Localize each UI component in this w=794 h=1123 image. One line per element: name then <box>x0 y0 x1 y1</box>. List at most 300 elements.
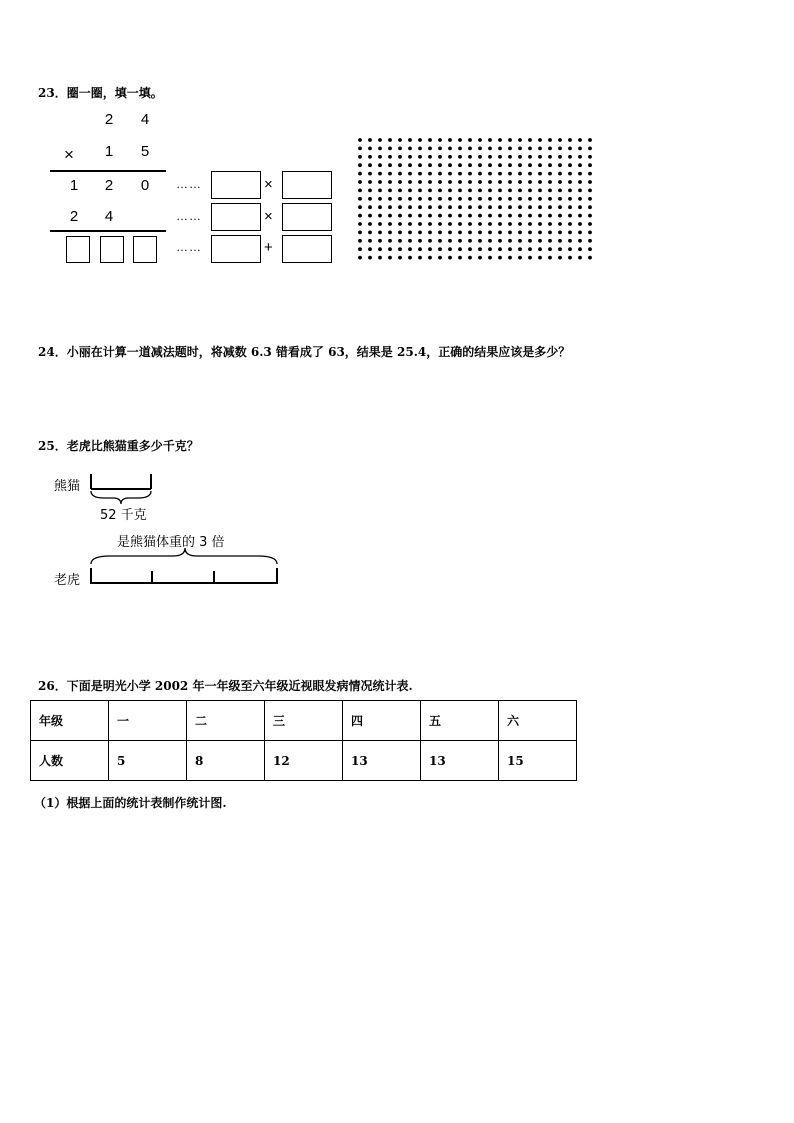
dot <box>558 155 562 159</box>
table-cell: 三 <box>265 701 343 741</box>
dot <box>578 180 582 184</box>
dot <box>428 205 432 209</box>
dot <box>488 147 492 151</box>
stats-table <box>30 700 577 781</box>
dot <box>588 147 592 151</box>
table-cell: 四 <box>343 701 421 741</box>
dot <box>518 247 522 251</box>
dot <box>488 247 492 251</box>
dot <box>408 138 412 142</box>
dot <box>418 231 422 235</box>
tiger-note: 是熊猫体重的 3 倍 <box>117 535 225 550</box>
dot <box>368 163 372 167</box>
dot <box>578 197 582 201</box>
dot <box>358 197 362 201</box>
dot <box>498 180 502 184</box>
dot <box>388 205 392 209</box>
dot <box>428 138 432 142</box>
dot <box>368 180 372 184</box>
dot <box>468 214 472 218</box>
dot <box>558 180 562 184</box>
dot <box>388 155 392 159</box>
dot <box>368 197 372 201</box>
dot <box>548 147 552 151</box>
dot <box>518 239 522 243</box>
dot <box>538 222 542 226</box>
dot <box>508 189 512 193</box>
dot <box>398 197 402 201</box>
dot <box>378 163 382 167</box>
dot <box>468 172 472 176</box>
dot <box>378 231 382 235</box>
dot <box>508 231 512 235</box>
dot <box>408 222 412 226</box>
dot <box>398 163 402 167</box>
dot <box>558 247 562 251</box>
dot <box>458 247 462 251</box>
dot <box>538 189 542 193</box>
dot <box>558 172 562 176</box>
dot <box>428 214 432 218</box>
dot <box>378 214 382 218</box>
dot <box>468 256 472 260</box>
dot <box>438 197 442 201</box>
dot <box>578 247 582 251</box>
dot <box>368 147 372 151</box>
dot <box>578 239 582 243</box>
dot <box>408 197 412 201</box>
dot <box>468 163 472 167</box>
rule-line <box>50 170 166 172</box>
dot <box>428 155 432 159</box>
dot <box>498 197 502 201</box>
digit: 4 <box>104 208 114 225</box>
dot <box>428 231 432 235</box>
dot <box>568 147 572 151</box>
dot <box>388 239 392 243</box>
dot <box>478 172 482 176</box>
dot <box>578 172 582 176</box>
times-sign-icon: × <box>64 145 74 164</box>
dot <box>538 205 542 209</box>
table-cell: 二 <box>187 701 265 741</box>
dot <box>568 180 572 184</box>
digit: 2 <box>104 111 114 128</box>
dot <box>388 138 392 142</box>
dot <box>478 214 482 218</box>
times-icon: × <box>264 208 273 225</box>
dot <box>488 189 492 193</box>
dot <box>398 147 402 151</box>
dot <box>398 180 402 184</box>
dot <box>438 239 442 243</box>
digit: 4 <box>140 111 150 128</box>
dot <box>568 155 572 159</box>
dot <box>568 214 572 218</box>
dot <box>558 163 562 167</box>
dot <box>388 231 392 235</box>
dot <box>418 155 422 159</box>
fill-box[interactable] <box>282 171 332 199</box>
dot <box>478 197 482 201</box>
dot <box>468 239 472 243</box>
dot <box>408 247 412 251</box>
dot <box>568 189 572 193</box>
dot <box>438 214 442 218</box>
dot <box>508 138 512 142</box>
dot <box>488 214 492 218</box>
q26-title: 26．下面是明光小学 2002 年一年级至六年级近视眼发病情况统计表. <box>38 679 413 693</box>
dot <box>478 247 482 251</box>
dot <box>358 138 362 142</box>
dot <box>578 222 582 226</box>
dot <box>538 247 542 251</box>
dot <box>438 231 442 235</box>
dot <box>408 172 412 176</box>
dot <box>358 247 362 251</box>
dot <box>548 239 552 243</box>
dot <box>528 180 532 184</box>
dot <box>418 247 422 251</box>
dot <box>528 231 532 235</box>
dot <box>548 138 552 142</box>
fill-box[interactable] <box>211 235 261 263</box>
dot <box>398 205 402 209</box>
dot <box>428 247 432 251</box>
dot <box>378 180 382 184</box>
dot <box>568 231 572 235</box>
dot <box>558 231 562 235</box>
dot <box>588 163 592 167</box>
dot <box>438 205 442 209</box>
dot <box>378 222 382 226</box>
table-cell: 12 <box>265 741 343 781</box>
dot <box>538 147 542 151</box>
fill-box[interactable] <box>211 203 261 231</box>
dot <box>398 138 402 142</box>
panda-bar <box>91 474 151 489</box>
dot <box>488 163 492 167</box>
ellipsis: …… <box>176 177 202 191</box>
weight-diagram <box>80 468 290 588</box>
dot <box>578 138 582 142</box>
dot <box>428 239 432 243</box>
dot <box>418 239 422 243</box>
dot <box>548 163 552 167</box>
dot <box>358 205 362 209</box>
dot <box>458 256 462 260</box>
dot <box>528 256 532 260</box>
dot <box>528 189 532 193</box>
dot <box>418 147 422 151</box>
dot <box>418 180 422 184</box>
dot <box>588 231 592 235</box>
dot <box>428 147 432 151</box>
dot <box>478 147 482 151</box>
dot <box>508 172 512 176</box>
dot <box>468 180 472 184</box>
dot <box>518 163 522 167</box>
q24-text: 24．小丽在计算一道减法题时，将减数 6.3 错看成了 63，结果是 25.4，正确的结果应该是多少？ <box>38 345 571 359</box>
dot <box>548 172 552 176</box>
dot <box>508 239 512 243</box>
dot <box>408 256 412 260</box>
dot <box>588 197 592 201</box>
answer-box[interactable] <box>133 236 157 263</box>
dot <box>548 180 552 184</box>
table-cell: 15 <box>499 741 577 781</box>
dot <box>458 197 462 201</box>
dot <box>458 231 462 235</box>
dot <box>518 222 522 226</box>
dot <box>568 163 572 167</box>
dot <box>428 222 432 226</box>
dot <box>478 205 482 209</box>
dot <box>398 172 402 176</box>
digit: 2 <box>104 177 114 194</box>
dot <box>468 155 472 159</box>
digit: 0 <box>140 177 150 194</box>
dot <box>468 189 472 193</box>
digit: 2 <box>69 208 79 225</box>
table-cell: 五 <box>421 701 499 741</box>
dot <box>378 172 382 176</box>
dot <box>488 239 492 243</box>
dot <box>468 247 472 251</box>
dot <box>448 247 452 251</box>
dot <box>498 147 502 151</box>
table-cell: 人数 <box>31 741 109 781</box>
dot <box>448 239 452 243</box>
dot <box>438 247 442 251</box>
dot <box>578 256 582 260</box>
dot <box>388 180 392 184</box>
dot <box>518 256 522 260</box>
dot <box>378 247 382 251</box>
dot <box>568 247 572 251</box>
dot <box>398 222 402 226</box>
dot <box>368 214 372 218</box>
dot <box>518 155 522 159</box>
dot <box>478 239 482 243</box>
dot <box>398 214 402 218</box>
dot <box>518 147 522 151</box>
dot <box>448 172 452 176</box>
dot <box>458 155 462 159</box>
dot <box>568 197 572 201</box>
tiger-label: 老虎 <box>54 573 81 588</box>
tiger-brace-icon <box>91 548 277 564</box>
dot <box>548 205 552 209</box>
dot <box>408 189 412 193</box>
dot <box>378 189 382 193</box>
dot <box>458 239 462 243</box>
dot <box>548 247 552 251</box>
dot <box>448 222 452 226</box>
dot <box>498 222 502 226</box>
dot <box>508 155 512 159</box>
dot <box>488 222 492 226</box>
dot <box>358 180 362 184</box>
dot <box>558 256 562 260</box>
dot <box>378 138 382 142</box>
dot <box>408 163 412 167</box>
dot <box>378 256 382 260</box>
dot <box>528 247 532 251</box>
dot <box>448 256 452 260</box>
dot <box>498 231 502 235</box>
dot <box>398 155 402 159</box>
dot <box>368 247 372 251</box>
dot <box>368 231 372 235</box>
dot <box>558 205 562 209</box>
dot <box>478 189 482 193</box>
dot <box>428 189 432 193</box>
table-cell: 年级 <box>31 701 109 741</box>
dot <box>478 138 482 142</box>
dot <box>508 147 512 151</box>
dot <box>538 163 542 167</box>
dot <box>528 239 532 243</box>
dot <box>368 222 372 226</box>
dot <box>588 189 592 193</box>
dot <box>478 180 482 184</box>
dot <box>588 155 592 159</box>
dot-grid[interactable] <box>352 134 602 264</box>
dot <box>498 189 502 193</box>
answer-box[interactable] <box>100 236 124 263</box>
dot <box>358 231 362 235</box>
panda-brace-icon <box>91 491 151 504</box>
dot <box>488 180 492 184</box>
dot <box>518 197 522 201</box>
dot <box>558 147 562 151</box>
dot <box>388 172 392 176</box>
dot <box>518 180 522 184</box>
dot <box>368 138 372 142</box>
dot <box>408 214 412 218</box>
dot <box>368 239 372 243</box>
dot <box>578 214 582 218</box>
dot <box>528 155 532 159</box>
dot <box>498 256 502 260</box>
dot <box>498 172 502 176</box>
dot <box>468 138 472 142</box>
dot <box>568 256 572 260</box>
dot <box>388 214 392 218</box>
dot <box>488 256 492 260</box>
dot <box>398 247 402 251</box>
table-cell: 六 <box>499 701 577 741</box>
dot <box>488 205 492 209</box>
dot <box>538 214 542 218</box>
dot <box>368 172 372 176</box>
dot <box>478 231 482 235</box>
dot <box>458 222 462 226</box>
dot <box>418 172 422 176</box>
ellipsis: …… <box>176 209 202 223</box>
fill-box[interactable] <box>211 171 261 199</box>
dot <box>358 147 362 151</box>
dot <box>398 239 402 243</box>
dot <box>508 214 512 218</box>
dot <box>358 222 362 226</box>
dot <box>508 163 512 167</box>
dot <box>388 163 392 167</box>
table-cell: 5 <box>109 741 187 781</box>
dot <box>518 231 522 235</box>
dot <box>458 172 462 176</box>
dot <box>438 138 442 142</box>
dot <box>468 231 472 235</box>
dot <box>468 205 472 209</box>
dot <box>428 197 432 201</box>
dot <box>458 180 462 184</box>
dot <box>568 172 572 176</box>
dot <box>528 147 532 151</box>
dot <box>548 214 552 218</box>
dot <box>498 214 502 218</box>
dot <box>388 147 392 151</box>
dot <box>458 138 462 142</box>
fill-box[interactable] <box>282 203 332 231</box>
dot <box>428 163 432 167</box>
dot <box>508 222 512 226</box>
dot <box>508 205 512 209</box>
dot <box>488 138 492 142</box>
dot <box>388 256 392 260</box>
plus-icon: + <box>264 239 273 256</box>
dot <box>358 163 362 167</box>
dot <box>558 138 562 142</box>
dot <box>488 172 492 176</box>
dot <box>408 205 412 209</box>
dot <box>568 239 572 243</box>
dot <box>528 222 532 226</box>
dot <box>408 239 412 243</box>
dot <box>488 155 492 159</box>
fill-box[interactable] <box>282 235 332 263</box>
table-row <box>31 701 577 741</box>
dot <box>588 172 592 176</box>
dot <box>528 172 532 176</box>
dot <box>498 138 502 142</box>
dot <box>418 214 422 218</box>
dot <box>358 155 362 159</box>
dot <box>528 138 532 142</box>
dot <box>368 205 372 209</box>
dot <box>528 197 532 201</box>
answer-box[interactable] <box>66 236 90 263</box>
dot <box>548 155 552 159</box>
dot <box>548 231 552 235</box>
dot <box>468 147 472 151</box>
dot <box>418 222 422 226</box>
dot <box>358 256 362 260</box>
table-cell: 13 <box>343 741 421 781</box>
dot <box>418 163 422 167</box>
dot <box>568 222 572 226</box>
dot <box>438 256 442 260</box>
panda-label: 熊猫 <box>54 479 81 494</box>
dot <box>588 256 592 260</box>
dot <box>528 163 532 167</box>
dot <box>458 163 462 167</box>
table-row <box>31 741 577 781</box>
dot <box>358 172 362 176</box>
dot <box>538 256 542 260</box>
dot <box>358 189 362 193</box>
